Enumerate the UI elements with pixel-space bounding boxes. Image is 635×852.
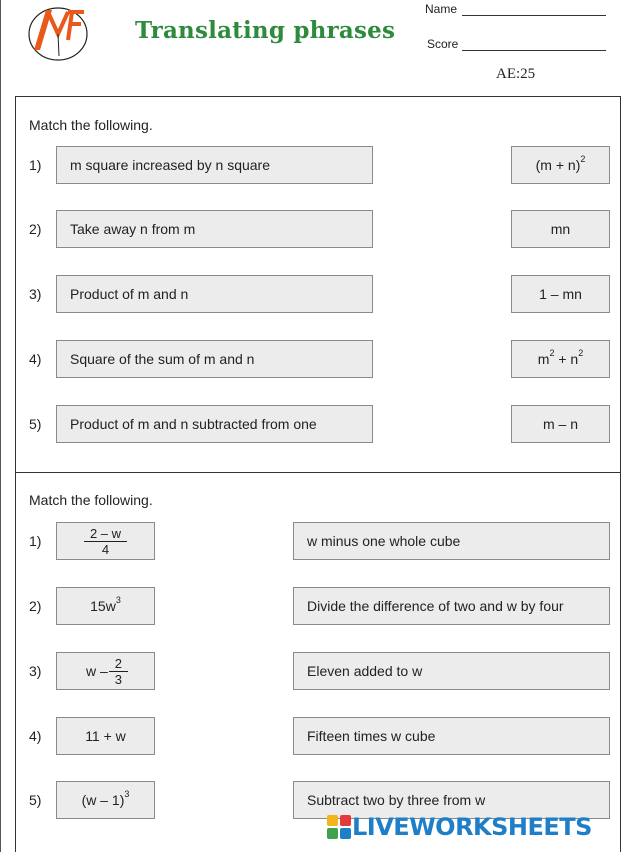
s1-row-1-expr-text: (m + n) — [535, 157, 581, 173]
s1-row-4-expr-sup2: 2 — [578, 348, 584, 358]
s1-row-1-expression[interactable] — [511, 146, 610, 184]
s1-row-4-expr-text: m — [537, 351, 550, 367]
s2-row-3-phrase[interactable] — [293, 652, 610, 690]
section-1 — [15, 96, 621, 473]
mf-logo — [28, 4, 92, 64]
s2-row-4-phrase-text: Fifteen times w cube — [307, 728, 436, 744]
s1-row-5-number: 5) — [29, 416, 42, 432]
worksheet-code: AE:25 — [496, 66, 536, 82]
s2-row-2-expression[interactable] — [56, 587, 155, 625]
s2-row-3-fraction — [112, 656, 125, 687]
score-field[interactable] — [462, 50, 606, 51]
s1-row-2-expr-text: mn — [550, 221, 571, 237]
s1-row-4-expr-sup: 2 — [549, 348, 555, 358]
s1-row-2-phrase-text: Take away n from m — [70, 221, 196, 237]
s2-row-1-phrase[interactable] — [293, 522, 610, 560]
s1-row-2-phrase[interactable] — [56, 210, 373, 248]
section-1-instruction: Match the following. — [29, 117, 153, 133]
score-label: Score — [427, 37, 459, 51]
s2-row-1-number: 1) — [29, 533, 42, 549]
section-2 — [15, 472, 621, 852]
s2-row-5-phrase-text: Subtract two by three from w — [307, 792, 486, 808]
s1-row-4-phrase-text: Square of the sum of m and n — [70, 351, 255, 367]
s2-row-3-number: 3) — [29, 663, 42, 679]
s2-row-1-fraction — [87, 526, 124, 557]
s2-row-4-phrase[interactable] — [293, 717, 610, 755]
s1-row-5-expr-text: m – n — [542, 416, 578, 432]
s1-row-4-expr-text2: + n — [554, 351, 579, 367]
s1-row-4-expression[interactable] — [511, 340, 610, 378]
s2-row-3-numerator: 2 — [114, 655, 122, 671]
page-left-border — [0, 0, 1, 852]
s1-row-1-number: 1) — [29, 157, 42, 173]
s1-row-1-phrase-text: m square increased by n square — [70, 157, 270, 173]
s2-row-4-expr-text: 11 + w — [85, 728, 126, 744]
s2-row-3-phrase-text: Eleven added to w — [307, 663, 423, 679]
name-field[interactable] — [462, 15, 606, 16]
s1-row-3-phrase-text: Product of m and n — [70, 286, 189, 302]
s2-row-3-expression[interactable] — [56, 652, 155, 690]
liveworksheets-watermark — [326, 812, 592, 842]
s1-row-3-number: 3) — [29, 286, 42, 302]
s1-row-1-phrase[interactable] — [56, 146, 373, 184]
s2-row-2-phrase[interactable] — [293, 587, 610, 625]
liveworksheets-logo-icon — [326, 814, 352, 840]
s1-row-2-expression[interactable] — [511, 210, 610, 248]
s1-row-5-expression[interactable] — [511, 405, 610, 443]
s2-row-2-expr-text: 15w — [90, 598, 116, 614]
s2-row-1-denominator: 4 — [101, 541, 110, 557]
s2-row-2-phrase-text: Divide the difference of two and w by four — [307, 598, 564, 614]
s1-row-3-expr-text: 1 – mn — [539, 286, 582, 302]
s2-row-2-expr-sup: 3 — [115, 595, 121, 605]
s1-row-2-number: 2) — [29, 221, 42, 237]
s1-row-4-phrase[interactable] — [56, 340, 373, 378]
s1-row-1-expr-sup: 2 — [580, 154, 586, 164]
s1-row-5-phrase-text: Product of m and n subtracted from one — [70, 416, 317, 432]
s1-row-5-phrase[interactable] — [56, 405, 373, 443]
liveworksheets-text: LIVEWORKSHEETS — [352, 813, 592, 841]
name-label: Name — [425, 2, 458, 16]
section-2-instruction: Match the following. — [29, 492, 153, 508]
s2-row-5-expr-sup: 3 — [124, 789, 130, 799]
s2-row-4-expression[interactable] — [56, 717, 155, 755]
s1-row-3-phrase[interactable] — [56, 275, 373, 313]
s1-row-4-number: 4) — [29, 351, 42, 367]
s2-row-4-number: 4) — [29, 728, 42, 744]
s2-row-3-expr-prefix: w – — [86, 663, 112, 679]
s2-row-5-number: 5) — [29, 792, 42, 808]
s2-row-1-numerator: 2 – w — [89, 525, 122, 541]
s1-row-3-expression[interactable] — [511, 275, 610, 313]
s2-row-5-expr-text: (w – 1) — [81, 792, 125, 808]
s2-row-3-denominator: 3 — [114, 671, 122, 687]
s2-row-1-phrase-text: w minus one whole cube — [307, 533, 461, 549]
s2-row-2-number: 2) — [29, 598, 42, 614]
s2-row-5-expression[interactable] — [56, 781, 155, 819]
page-title: Translating phrases — [135, 17, 396, 44]
s2-row-1-expression[interactable] — [56, 522, 155, 560]
